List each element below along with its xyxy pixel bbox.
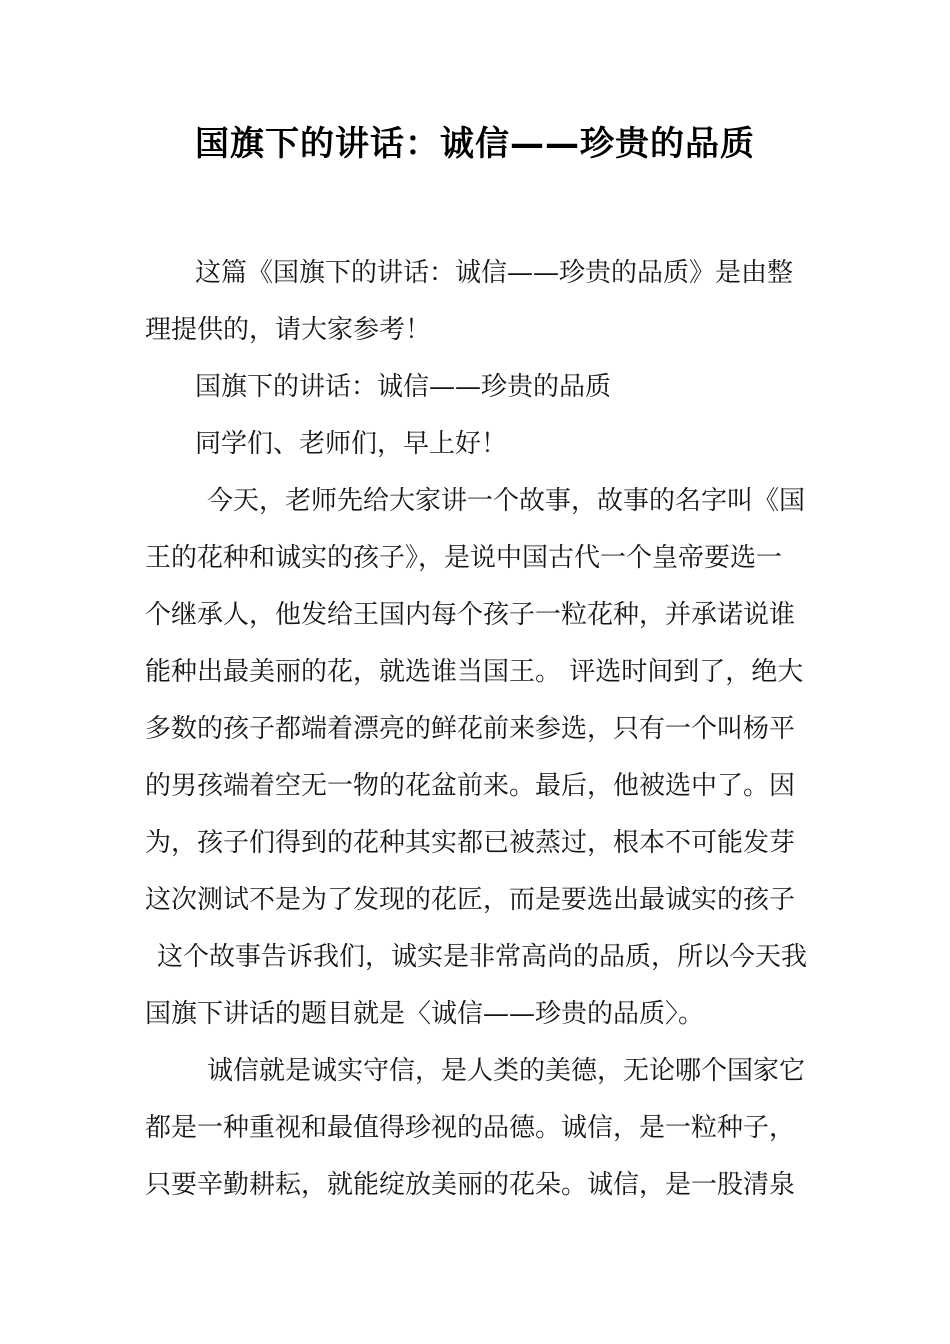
paragraph-line: 个继承人，他发给王国内每个孩子一粒花种，并承诺说谁 <box>145 600 796 630</box>
paragraph-line: 这次测试不是为了发现的花匠，而是要选出最诚实的孩子 <box>145 885 796 915</box>
paragraph-line: 王的花种和诚实的孩子》，是说中国古代一个皇帝要选一 <box>145 543 783 573</box>
document-title: 国旗下的讲话：诚信——珍贵的品质 <box>195 124 755 164</box>
paragraph-line: 诚信就是诚实守信，是人类的美德，无论哪个国家它 <box>207 1056 806 1086</box>
paragraph-line: 这篇《国旗下的讲话：诚信——珍贵的品质》是由整 <box>195 258 794 288</box>
paragraph-line: 多数的孩子都端着漂亮的鲜花前来参选，只有一个叫杨平 <box>145 714 796 744</box>
paragraph-line: 国旗下讲话的题目就是〈诚信——珍贵的品质〉。 <box>145 999 705 1029</box>
paragraph-line: 为，孩子们得到的花种其实都已被蒸过，根本不可能发芽 <box>145 828 796 858</box>
paragraph-line: 的男孩端着空无一物的花盆前来。最后，他被选中了。因 <box>145 771 796 801</box>
paragraph-line: 今天，老师先给大家讲一个故事，故事的名字叫《国 <box>207 486 806 516</box>
paragraph-line: 国旗下的讲话：诚信——珍贵的品质 <box>195 372 612 402</box>
paragraph-line: 都是一种重视和最值得珍视的品德。诚信，是一粒种子， <box>145 1113 796 1143</box>
paragraph-line: 理提供的，请大家参考！ <box>145 315 432 345</box>
paragraph-line: 同学们、老师们，早上好！ <box>195 429 508 459</box>
paragraph-line: 只要辛勤耕耘，就能绽放美丽的花朵。诚信，是一股清泉 <box>145 1170 796 1200</box>
paragraph-line: 能种出最美丽的花，就选谁当国王。 评选时间到了，绝大 <box>145 657 804 687</box>
paragraph-line: 这个故事告诉我们，诚实是非常高尚的品质，所以今天我 <box>157 942 808 972</box>
